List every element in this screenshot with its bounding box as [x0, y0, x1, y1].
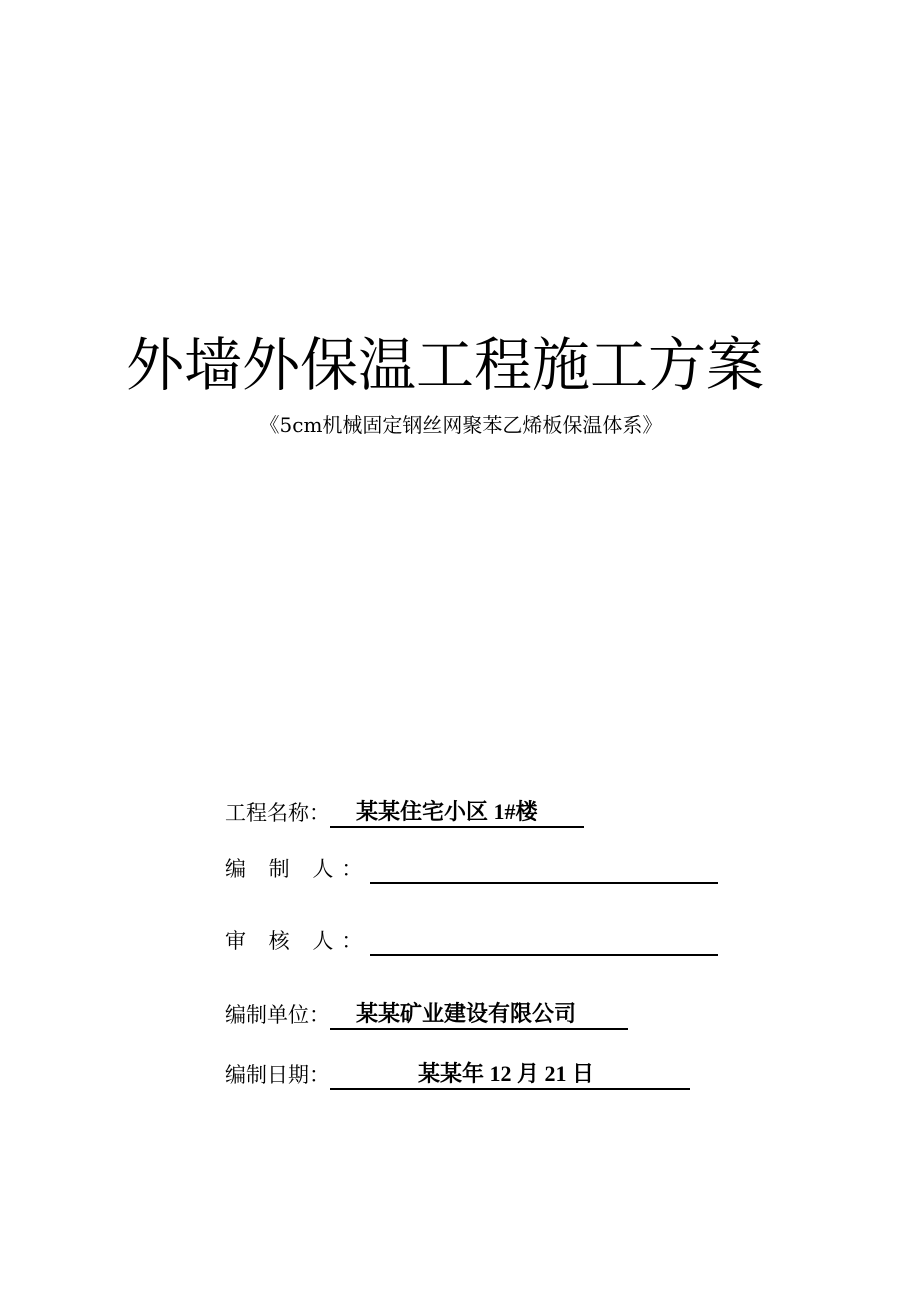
reviewer-label: 审 核 人：	[225, 929, 371, 953]
compiling-date-label: 编制日期：	[225, 1063, 330, 1087]
compiler-field	[225, 848, 718, 884]
compiling-unit-value: 某某矿业建设有限公司	[330, 1000, 628, 1030]
compiling-unit-label: 编制单位：	[225, 1003, 330, 1027]
compiling-date-value: 某某年 12 月 21 日	[330, 1060, 690, 1090]
project-name-label: 工程名称：	[225, 801, 330, 825]
compiling-unit-field	[225, 994, 628, 1030]
reviewer-field	[225, 920, 718, 956]
reviewer-value	[370, 926, 718, 956]
compiling-date-field	[225, 1054, 690, 1090]
project-name-field	[225, 792, 584, 828]
compiler-label: 编 制 人：	[225, 857, 371, 881]
compiler-value	[370, 854, 718, 884]
document-title: 外墙外保温工程施工方案	[125, 331, 764, 399]
project-name-value: 某某住宅小区 1#楼	[330, 798, 584, 828]
document-subtitle: 《5cm机械固定钢丝网聚苯乙烯板保温体系》	[259, 413, 663, 437]
